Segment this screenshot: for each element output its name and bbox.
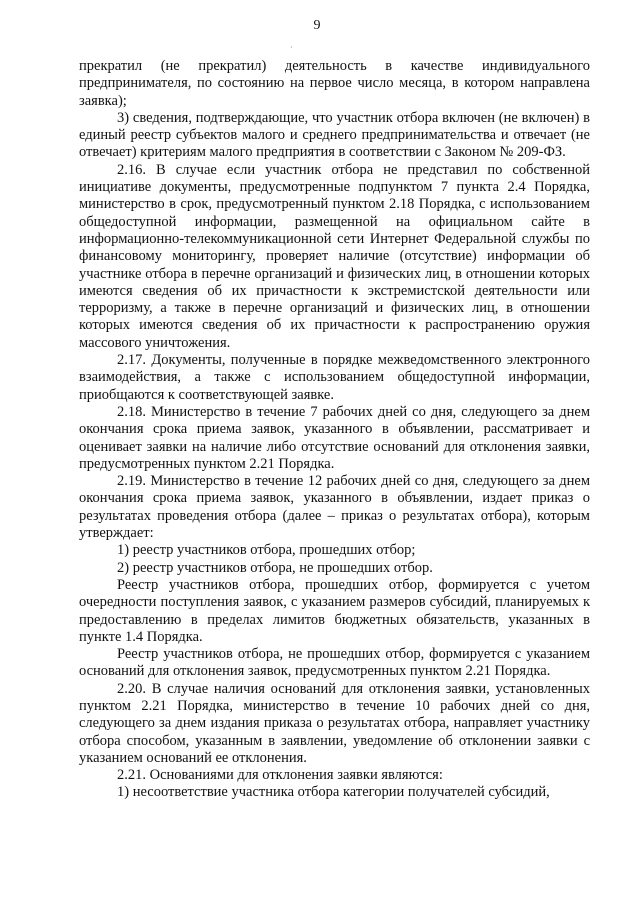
- paragraph-item-3: 3) сведения, подтверждающие, что участник отбора включен (не включен) в единый реестр субъектов малого и среднего предпринимательства и отвечает (не отвечает) критериям малого предприятия в соответствии с Законом № 209-ФЗ.: [79, 109, 590, 161]
- paragraph-2-16: 2.16. В случае если участник отбора не представил по собственной инициативе документы, предусмотренные подпунктом 7 пункта 2.4 Порядка, министерство в срок, предусмотренный пунктом 2.18 Порядка, с использованием общедоступной информации, размещенной на официальном сайте в информационно-телекоммуникационной сети Интернет Федеральной службы по финансовому мониторингу, проверяет наличие (отсутствие) информации об участнике отбора в перечне организаций и физических лиц, в отношении которых имеются сведения об их причастности к экстремистской деятельности или терроризму, а также в перечне организаций и физических лиц, в отношении которых имеются сведения об их причастности к распространению оружия массового уничтожения.: [79, 161, 590, 351]
- paragraph-continuation: прекратил (не прекратил) деятельность в качестве индивидуального предпринимателя, по состоянию на первое число месяца, в котором направлена заявка);: [79, 58, 590, 109]
- page-number: 9: [313, 18, 321, 33]
- paragraph-2-19-item-1: 1) реестр участников отбора, прошедших отбор;: [117, 542, 416, 559]
- scan-dot: ·: [290, 43, 293, 52]
- paragraph-2-21: 2.21. Основаниями для отклонения заявки являются:: [117, 767, 443, 784]
- paragraph-2-18: 2.18. Министерство в течение 7 рабочих дней со дня, следующего за днем окончания срока приема заявок, указанного в объявлении, рассматривает и оценивает заявки на наличие либо отсутствие оснований для отклонения заявки, предусмотренных пунктом 2.21 Порядка.: [79, 403, 590, 472]
- paragraph-2-17: 2.17. Документы, полученные в порядке межведомственного электронного взаимодействия, а также с использованием общедоступной информации, приобщаются к соответствующей заявке.: [79, 352, 590, 403]
- paragraph-2-19: 2.19. Министерство в течение 12 рабочих дней со дня, следующего за днем окончания срока приема заявок, указанного в объявлении, издает приказ о результатах проведения отбора (далее – приказ о результатах отбора), которым утверждает:: [79, 473, 590, 542]
- paragraph-2-20: 2.20. В случае наличия оснований для отклонения заявки, установленных пунктом 2.21 Порядка, министерство в течение 10 рабочих дней со дня, следующего за днем издания приказа о результатах отбора, направляет участнику отбора способом, указанным в заявлении, уведомление об отклонении заявки с указанием оснований ее отклонения.: [79, 680, 590, 766]
- paragraph-2-21-item-1: 1) несоответствие участника отбора категории получателей субсидий,: [117, 784, 550, 801]
- document-body: [79, 58, 590, 802]
- paragraph-2-19-item-2: 2) реестр участников отбора, не прошедших отбор.: [117, 559, 433, 576]
- paragraph-registry-passed: Реестр участников отбора, прошедших отбор, формируется с учетом очередности поступления заявок, с указанием размеров субсидий, планируемых к предоставлению в пределах лимитов бюджетных обязательств, указанных в пункте 1.4 Порядка.: [79, 576, 590, 645]
- paragraph-registry-not-passed: Реестр участников отбора, не прошедших отбор, формируется с указанием оснований для отклонения заявок, предусмотренных пунктом 2.21 Порядка.: [79, 646, 590, 680]
